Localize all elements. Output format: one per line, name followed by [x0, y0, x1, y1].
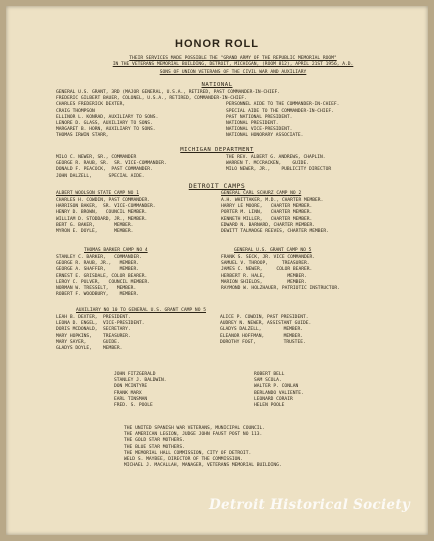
text-line: THE GOLD STAR MOTHERS.: [124, 438, 185, 444]
auxiliary-left-column: [56, 315, 145, 352]
text-line: MILO NEWER, JR., PUBLICITY DIRECTOR: [226, 167, 332, 173]
text-line: ELLINOR L. KONRAD, AUXILIARY TO SONS.: [56, 114, 159, 120]
text-line: EARL TINSMAN: [114, 396, 148, 402]
auxiliary-heading: AUXILIARY NO 10 TO GENERAL U.S. GRANT CAMP NO 5: [76, 308, 206, 313]
watermark-text: Detroit Historical Society: [208, 497, 410, 513]
text-line: SAMUEL V. THROOP, TREASURER.: [221, 261, 310, 267]
text-line: LEONARD CORAIR: [254, 396, 293, 402]
text-line: THE MEMORIAL HALL COMMISSION, CITY OF DETROIT.: [124, 450, 252, 456]
text-line: NATIONAL PRESIDENT.: [226, 121, 279, 127]
text-line: DONALD F. PEACOCK, PAST COMMANDER.: [56, 167, 153, 173]
honor-roll-document: [6, 6, 428, 535]
intro-line-3: SONS OF UNION VETERANS OF THE CIVIL WAR AND AUXILIARY: [159, 70, 307, 76]
text-line: JOHN FITZGERALD: [114, 372, 156, 377]
camp5-list: [221, 255, 340, 292]
text-line: LEROY C. PULVER, COUNCIL MEMBER.: [56, 279, 151, 285]
text-line: HARRISON BAKER, SR. VICE-COMMANDER.: [56, 204, 156, 210]
intro-line-2: IN THE VETERANS MEMORIAL BUILDING, DETROIT, MICHIGAN, (ROOM 812), APRIL 21ST 1956, A.D.: [112, 62, 354, 68]
text-line: FRED. S. POOLE: [114, 403, 153, 409]
text-line: MYRON E. DOYLE, MEMBER.: [56, 229, 134, 235]
text-line: STANLEY J. BALDWIN.: [114, 378, 167, 384]
text-line: GEORGE A. SHAFFER, MEMBER.: [56, 267, 139, 273]
text-line: DOROTHY FOGT, TRUSTEE.: [220, 339, 306, 345]
text-line: CHARLES H. COWDIN, PAST COMMANDER.: [56, 198, 151, 203]
text-line: CHARLES FREDERICK DEXTER,: [56, 102, 126, 108]
text-line: THE UNITED SPANISH WAR VETERANS, MUNICIPAL COUNCIL.: [124, 426, 266, 431]
text-line: MILO C. NEWER, SR., COMMANDER: [56, 155, 137, 160]
text-line: AUDREY N. NEWER, ASSISTANT GUIDE.: [220, 321, 312, 327]
text-line: GEORGE R. RAUB, JR., MEMBER.: [56, 261, 139, 267]
text-line: BERT G. BAKER, MEMBER.: [56, 222, 134, 228]
text-line: MARY HOPKINS, TREASURER.: [56, 333, 131, 339]
text-line: KENNETH MILLER, CHARTER MEMBER.: [221, 216, 313, 222]
text-line: THE BLUE STAR MOTHERS.: [124, 444, 185, 450]
footer-organizations: [124, 426, 282, 469]
text-line: ERNEST E. GRISDALE, COLOR BEARER.: [56, 273, 148, 279]
text-line: SPECIAL AIDE TO THE COMMANDER-IN-CHIEF.: [226, 108, 334, 114]
text-line: EDWARD N. BARNARD, CHARTER MEMBER.: [221, 222, 316, 228]
document-title: HONOR ROLL: [175, 38, 259, 50]
detroit-camps-heading: DETROIT CAMPS: [188, 182, 246, 190]
text-line: FRANK S. SECK, JR. VICE COMMANDER.: [221, 255, 316, 260]
national-right-column: [226, 90, 339, 140]
michigan-heading: MICHIGAN DEPARTMENT: [180, 147, 254, 153]
text-line: LEAH B. DEXTER, PRESIDENT.: [56, 315, 131, 320]
text-line: MARY SAYER, GUIDE.: [56, 339, 120, 345]
text-line: MARGARET B. HORN, AUXILIARY TO SONS.: [56, 127, 156, 133]
text-line: WARREN T. MCCRACKEN, GUIDE.: [226, 161, 309, 167]
text-line: THE REV. ALBERT G. ANDREWS, CHAPLIN.: [226, 155, 326, 160]
text-line: ELEANOR HOFFMAN, MEMBER.: [220, 333, 303, 339]
text-line: PERSONNEL AIDE TO THE COMMANDER-IN-CHIEF.: [226, 102, 340, 108]
text-line: MICHAEL J. MACALLAH, MANAGER, VETERANS MEMORIAL BUILDING.: [124, 463, 282, 469]
text-line: DON MCINTYRE: [114, 384, 148, 390]
text-line: THOMAS IRWIN STARR,: [56, 133, 109, 139]
text-line: DORIS MCDONALD, SECRETARY.: [56, 327, 131, 333]
national-heading: NATIONAL: [201, 82, 233, 88]
michigan-left-column: [56, 155, 167, 180]
text-line: NATIONAL HONORARY ASSOCIATE.: [226, 133, 304, 139]
camp4-list: [56, 255, 150, 298]
text-line: NATIONAL VICE-PRESIDENT.: [226, 127, 293, 133]
intro-block: [78, 56, 388, 77]
camp1-list: [56, 198, 156, 235]
text-line: ROBERT BELL: [254, 372, 285, 377]
text-line: GENERAL U.S. GRANT, 3RD (MAJOR GENERAL, U.S.A., RETIRED, PAST COMMANDER-IN-CHIEF.: [56, 90, 281, 95]
text-line: STANLEY C. BARKER, COMMANDER.: [56, 255, 142, 260]
camp2-list: [221, 198, 329, 235]
text-line: GLADYS DOYLE, MEMBER.: [56, 346, 123, 352]
text-line: [226, 174, 331, 180]
others-right-column: [254, 372, 304, 409]
text-line: LEONA D. ENGEL, VICE-PRESIDENT.: [56, 321, 145, 327]
text-line: WILLIAM D. STODDARD, JR., MEMBER.: [56, 216, 148, 222]
text-line: MARION SHIELDS, MEMBER.: [221, 279, 307, 285]
text-line: DEWITT TALMADGE REEVES, CHARTER MEMBER.: [221, 229, 329, 235]
text-line: HERBERT R. HALE, MEMBER.: [221, 273, 307, 279]
text-line: ROBERT F. WOODBURY, MEMBER.: [56, 292, 139, 298]
text-line: HELEN POOLE: [254, 403, 285, 409]
text-line: WELD S. MAYBEE, DIRECTOR OF THE COMMISSION.: [124, 457, 243, 463]
text-line: LENORE D. GLASS, AUXILIARY TO SONS.: [56, 121, 153, 127]
text-line: HARRY LE MOORE, CHARTER MEMBER.: [221, 204, 313, 210]
text-line: SAM SCOLA.: [254, 378, 282, 384]
text-line: [220, 346, 311, 352]
text-line: A.H. WHITTAKER, M.D., CHARTER MEMBER.: [221, 198, 324, 203]
text-line: RAYMOND W. HOLZHAUER, PATRIOTIC INSTRUCTOR.: [221, 286, 340, 292]
camp1-heading: ALBERT WOOLSON STATE CAMP NO 1: [56, 191, 139, 196]
auxiliary-right-column: [220, 315, 311, 352]
camp2-heading: GENERAL CARL SCHURZ CAMP NO 2: [221, 191, 302, 196]
text-line: GLADYS DALZELL, MEMBER.: [220, 327, 303, 333]
text-line: WALTER P. CONLAN: [254, 384, 299, 390]
text-line: GEORGE R. RAUB, SR. SR. VICE-COMMANDER.: [56, 161, 167, 167]
text-line: JOHN DALZELL, SPECIAL AIDE.: [56, 173, 145, 179]
text-line: FRANK MARX: [114, 390, 142, 396]
others-left-column: [114, 372, 167, 409]
text-line: NORMAN W. TRESSELT, MEMBER.: [56, 286, 137, 292]
camp4-heading: THOMAS BARKER CAMP NO 4: [84, 248, 148, 253]
text-line: THE AMERICAN LEGION, JUDGE JOHN FAUST POST NO 113.: [124, 432, 263, 438]
text-line: HENRY D. BROWN, COUNCIL MEMBER.: [56, 210, 148, 216]
text-line: PORTER M. LINN, CHARTER MEMBER.: [221, 210, 313, 216]
text-line: BERLANDO VALIENTE.: [254, 390, 304, 396]
text-line: CRAIG THOMPSON: [56, 108, 95, 114]
text-line: FREDERIC GILBERT BAUER, COLONEL, U.S.A., RETIRED, COMMANDER-IN-CHIEF.: [56, 96, 247, 102]
text-line: JAMES C. NEWER, COLOR BEARER.: [221, 267, 313, 273]
text-line: PAST NATIONAL PRESIDENT.: [226, 114, 293, 120]
michigan-right-column: [226, 155, 331, 180]
text-line: ALICE P. COWDIN, PAST PRESIDENT.: [220, 315, 309, 320]
camp5-heading: GENERAL U.S. GRANT CAMP NO 5: [234, 248, 312, 253]
intro-line-1: THEIR SERVICES MADE POSSIBLE THE "GRAND ARMY OF THE REPUBLIC MEMORIAL ROOM": [129, 56, 337, 61]
